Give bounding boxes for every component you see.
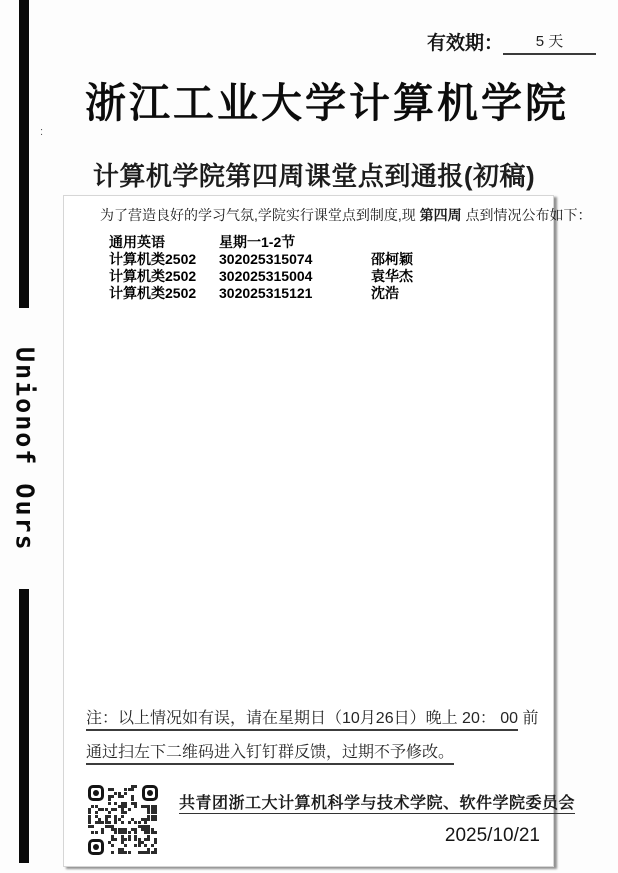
qr-module bbox=[154, 851, 157, 854]
qr-module bbox=[114, 838, 117, 841]
intro-text bbox=[100, 205, 592, 225]
qr-module bbox=[95, 831, 98, 834]
qr-module bbox=[111, 795, 114, 798]
note-line-2-underlined: 通过扫左下二维码进入钉钉群反馈，过期不予修改。 bbox=[86, 744, 454, 765]
course-cell: 计算机类2502 bbox=[109, 285, 197, 301]
qr-module bbox=[108, 802, 111, 805]
content-card bbox=[63, 195, 592, 867]
qr-module bbox=[154, 818, 157, 821]
attendance-table bbox=[109, 234, 543, 302]
qr-module bbox=[128, 821, 131, 824]
student-name-cell: 沈浩 bbox=[371, 285, 399, 301]
committee-signature-text: 共青团浙工大计算机科学与技术学院、软件学院委员会 bbox=[179, 795, 576, 812]
page-subtitle-text: 计算机学院第四周课堂点到通报(初稿) bbox=[93, 156, 535, 197]
course-cell: 计算机类2502 bbox=[109, 251, 197, 267]
course-cell: 计算机类2502 bbox=[109, 268, 197, 284]
qr-module bbox=[128, 808, 131, 811]
student-name-cell bbox=[371, 234, 543, 251]
qr-finder-icon bbox=[142, 785, 158, 801]
qr-module bbox=[114, 821, 117, 824]
student-id-cell: 302025315074 bbox=[219, 251, 313, 267]
intro-prefix: 为了营造良好的学习气氛,学院实行课堂点到制度,现 bbox=[100, 207, 420, 223]
note-line-1-tail: 前 bbox=[518, 710, 539, 727]
note-line-1-underlined: 注：以上情况如有误，请在星期日（10月26日）晚上 20： 00 bbox=[86, 710, 518, 731]
page-title: 浙江工业大学计算机学院 bbox=[85, 80, 569, 126]
qr-module bbox=[131, 788, 134, 791]
qr-module bbox=[111, 844, 114, 847]
qr-module bbox=[114, 808, 117, 811]
qr-module bbox=[134, 785, 137, 788]
side-vertical-text-wrap bbox=[0, 310, 50, 588]
student-name-cell: 邵柯颖 bbox=[371, 251, 413, 267]
intro-week-emphasis: 第四周 bbox=[419, 207, 462, 223]
note-block bbox=[86, 710, 539, 778]
qr-finder-icon bbox=[88, 839, 104, 855]
margin-mark: : bbox=[40, 126, 44, 138]
qr-finder-icon bbox=[88, 785, 104, 801]
committee-signature bbox=[179, 790, 575, 813]
qr-module bbox=[124, 844, 127, 847]
qr-module bbox=[134, 805, 137, 808]
qr-module bbox=[108, 815, 111, 818]
student-name-cell: 袁华杰 bbox=[371, 268, 413, 284]
qr-module bbox=[121, 795, 124, 798]
qr-module bbox=[147, 838, 150, 841]
validity-field bbox=[427, 28, 596, 55]
qr-module bbox=[124, 792, 127, 795]
document-date: 2025/10/21 bbox=[444, 825, 540, 846]
validity-value: 5 天 bbox=[503, 30, 596, 55]
note-line-1 bbox=[86, 710, 539, 728]
note-line-2 bbox=[86, 744, 539, 762]
page-subtitle bbox=[40, 156, 588, 197]
qr-module bbox=[121, 821, 124, 824]
qr-module bbox=[128, 838, 131, 841]
side-vertical-text: Unionof Ours bbox=[10, 346, 40, 552]
validity-label: 有效期： bbox=[427, 33, 504, 54]
qr-module bbox=[128, 851, 131, 854]
qr-module bbox=[91, 825, 94, 828]
qr-code bbox=[88, 785, 158, 855]
qr-module bbox=[154, 831, 157, 834]
student-id-cell: 302025315004 bbox=[219, 268, 313, 284]
qr-module bbox=[154, 841, 157, 844]
qr-module bbox=[124, 811, 127, 814]
qr-module bbox=[111, 851, 114, 854]
qr-module bbox=[121, 815, 124, 818]
student-id-cell: 302025315121 bbox=[219, 285, 313, 301]
left-border-bar-top bbox=[19, 0, 29, 308]
qr-module bbox=[101, 831, 104, 834]
course-cell: 通用英语 bbox=[109, 234, 165, 250]
left-border-bar-bottom bbox=[19, 589, 29, 863]
intro-suffix: 点到情况公布如下： bbox=[461, 207, 592, 223]
session-cell: 星期一1-2节 bbox=[219, 234, 296, 250]
qr-module bbox=[138, 844, 141, 847]
